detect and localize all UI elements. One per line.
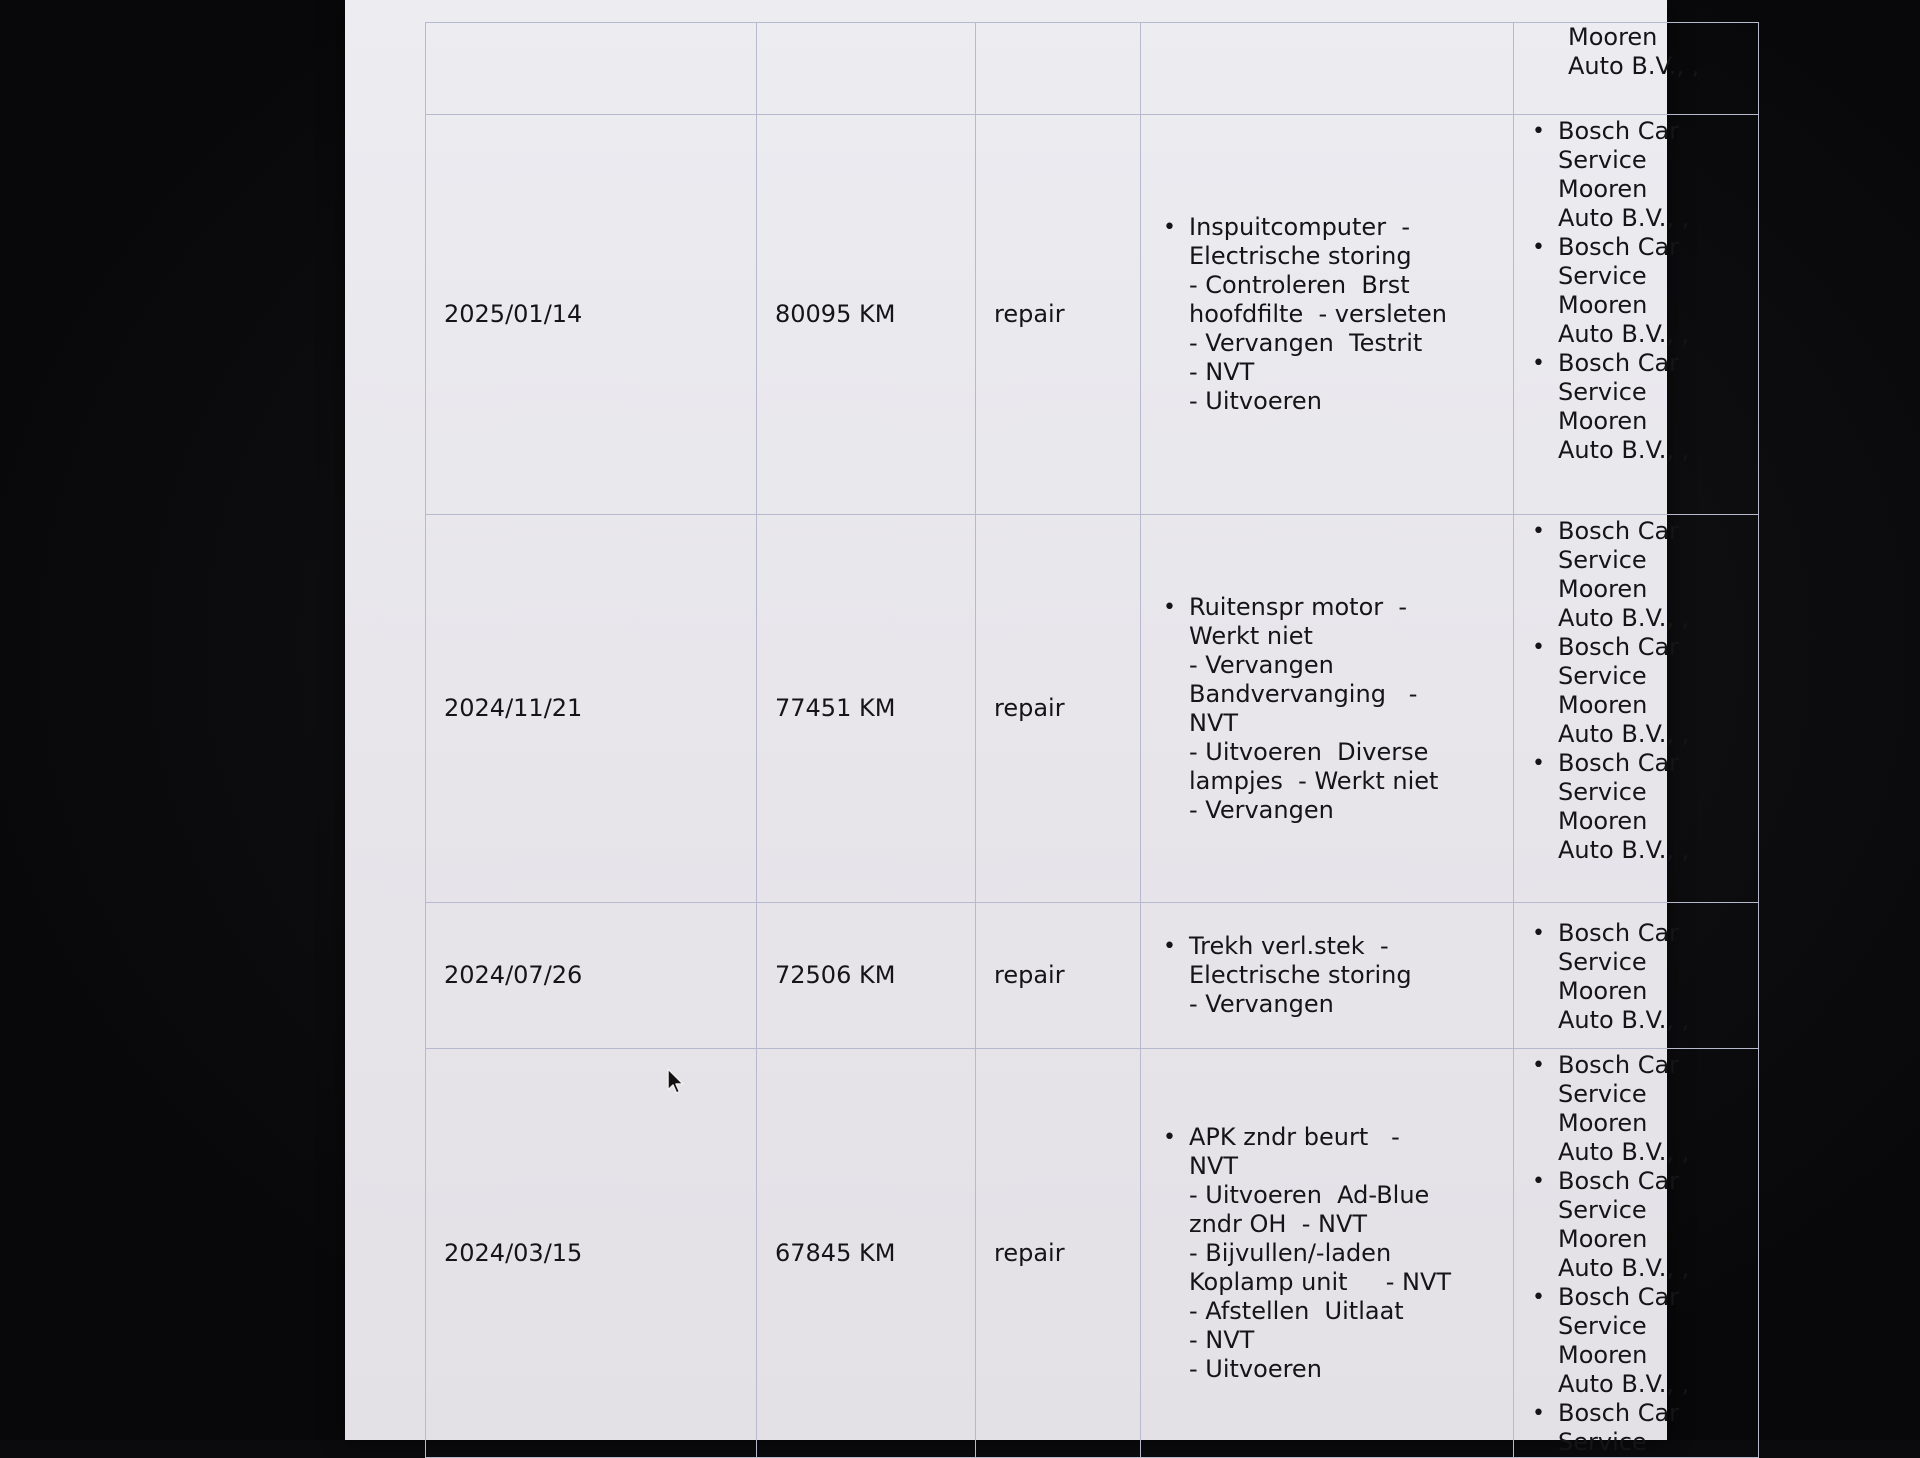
dealer-item	[1558, 1283, 1748, 1399]
dealer-item	[1558, 749, 1748, 865]
mileage-value: 72506 KM	[775, 961, 896, 989]
dealer-cell	[1514, 1049, 1759, 1458]
table-row	[426, 1049, 1759, 1458]
table-row	[426, 903, 1759, 1049]
dealer-line: Service	[1558, 378, 1647, 406]
work-description-line: lampjes - Werkt niet	[1189, 766, 1439, 795]
work-description-line: NVT	[1189, 708, 1239, 737]
work-description-line: - Uitvoeren Diverse	[1189, 737, 1429, 766]
date-value: 2024/03/15	[444, 1238, 583, 1267]
table-row	[426, 23, 1759, 115]
mileage-value: 77451 KM	[775, 694, 896, 722]
mouse-cursor-icon	[666, 1068, 686, 1096]
dealer-line: Mooren	[1558, 291, 1648, 319]
dealer-list	[1528, 1049, 1748, 1457]
dealer-item	[1558, 1399, 1748, 1457]
table-row	[426, 515, 1759, 903]
work-description-cell	[1141, 115, 1514, 515]
service-type-cell	[976, 1049, 1141, 1458]
dealer-line: Service	[1558, 1196, 1647, 1224]
work-description-list	[1159, 593, 1495, 825]
work-description-line: - Vervangen	[1189, 795, 1334, 824]
work-description-list	[1159, 1123, 1495, 1384]
dealer-line: • Bosch Car	[1558, 349, 1680, 377]
work-description-line: • Ruitenspr motor -	[1189, 592, 1408, 621]
date-cell	[426, 515, 757, 903]
mileage-cell	[757, 903, 976, 1049]
dealer-line: Auto B.V., ,	[1558, 320, 1690, 348]
work-description-line: Werkt niet	[1189, 621, 1313, 650]
dealer-line: • Bosch Car	[1558, 1167, 1680, 1195]
dealer-item	[1558, 233, 1748, 349]
work-description-list	[1159, 932, 1495, 1019]
dealer-line: • Bosch Car	[1558, 1399, 1680, 1427]
work-description-line: • APK zndr beurt -	[1189, 1122, 1400, 1151]
dealer-line: • Bosch Car	[1558, 1283, 1680, 1311]
dealer-list	[1528, 115, 1748, 465]
dealer-item	[1558, 517, 1748, 633]
dealer-item	[1558, 1051, 1748, 1167]
dealer-line: Auto B.V., ,	[1558, 604, 1690, 632]
table-body	[426, 23, 1759, 1458]
dealer-line: Auto B.V., ,	[1558, 1138, 1690, 1166]
dealer-line: Service	[1558, 778, 1647, 806]
work-description-line: • Trekh verl.stek -	[1189, 932, 1389, 960]
dealer-line: Mooren	[1558, 976, 1648, 1005]
table-row	[426, 115, 1759, 515]
dealer-line: Service	[1558, 947, 1647, 976]
dealer-line: Service	[1558, 146, 1647, 174]
work-description-line: - Controleren Brst	[1189, 271, 1410, 299]
document-page	[345, 0, 1700, 1456]
work-description-line: - Vervangen	[1189, 650, 1334, 679]
work-description-line: Electrische storing	[1189, 961, 1412, 989]
service-type-value: repair	[994, 1238, 1065, 1267]
dealer-line: Auto B.V., ,	[1558, 836, 1690, 864]
dealer-item	[1558, 919, 1748, 1035]
dealer-list	[1528, 917, 1748, 1035]
dealer-cell	[1514, 23, 1759, 115]
dealer-cell	[1514, 515, 1759, 903]
work-description-item	[1189, 213, 1495, 416]
dealer-line: Auto B.V., ,	[1558, 436, 1690, 464]
dealer-line: • Bosch Car	[1558, 117, 1680, 145]
dealer-line: Service	[1558, 1428, 1647, 1456]
dealer-line: • Bosch Car	[1558, 749, 1680, 777]
dealer-line: • Bosch Car	[1558, 633, 1680, 661]
date-cell	[426, 903, 757, 1049]
work-description-line: NVT	[1189, 1151, 1239, 1180]
mileage-cell	[757, 23, 976, 115]
work-description-line: - Uitvoeren	[1189, 387, 1322, 415]
dealer-line: Service	[1558, 662, 1647, 690]
mileage-value: 80095 KM	[775, 300, 896, 328]
work-description-line: zndr OH - NVT	[1189, 1209, 1368, 1238]
service-type-cell	[976, 115, 1141, 515]
service-type-cell	[976, 903, 1141, 1049]
dealer-line: Auto B.V., ,	[1568, 52, 1700, 80]
work-description-cell	[1141, 903, 1514, 1049]
maintenance-history-table	[425, 22, 1759, 1458]
work-description-line: • Inspuitcomputer -	[1189, 213, 1410, 241]
service-type-value: repair	[994, 300, 1065, 328]
dealer-line: Mooren	[1558, 807, 1648, 835]
work-description-line: Koplamp unit - NVT	[1189, 1267, 1452, 1296]
service-type-value: repair	[994, 961, 1065, 989]
service-type-cell	[976, 515, 1141, 903]
dealer-line: Auto B.V., ,	[1558, 1005, 1690, 1034]
dealer-line: Mooren	[1558, 691, 1648, 719]
dealer-line: Mooren	[1568, 23, 1658, 51]
date-cell	[426, 23, 757, 115]
dealer-item	[1558, 349, 1748, 465]
work-description-item	[1189, 1123, 1495, 1384]
dealer-continuation	[1528, 23, 1748, 81]
work-description-list	[1159, 213, 1495, 416]
dealer-line: Mooren	[1558, 1225, 1648, 1253]
work-description-line: - Bijvullen/-laden	[1189, 1238, 1392, 1267]
service-type-cell	[976, 23, 1141, 115]
dealer-line: Mooren	[1558, 1109, 1648, 1137]
date-cell	[426, 115, 757, 515]
work-description-line: - Uitvoeren Ad-Blue	[1189, 1180, 1430, 1209]
date-cell	[426, 1049, 757, 1458]
mileage-cell	[757, 1049, 976, 1458]
work-description-line: Electrische storing	[1189, 242, 1412, 270]
work-description-line: - Vervangen	[1189, 990, 1334, 1018]
work-description-line: Bandvervanging -	[1189, 679, 1418, 708]
work-description-line: - NVT	[1189, 358, 1255, 386]
mileage-value: 67845 KM	[775, 1238, 896, 1267]
dealer-cell	[1514, 903, 1759, 1049]
work-description-line: - Vervangen Testrit	[1189, 329, 1423, 357]
dealer-line: Mooren	[1558, 407, 1648, 435]
dealer-line: Auto B.V., ,	[1558, 720, 1690, 748]
work-description-line: - Uitvoeren	[1189, 1354, 1322, 1383]
work-description-cell	[1141, 1049, 1514, 1458]
dealer-item	[1558, 633, 1748, 749]
dealer-line: • Bosch Car	[1558, 233, 1680, 261]
work-description-item	[1189, 593, 1495, 825]
dealer-line: Service	[1558, 546, 1647, 574]
dealer-line: Mooren	[1558, 575, 1648, 603]
work-description-item	[1189, 932, 1495, 1019]
dealer-line: Mooren	[1558, 175, 1648, 203]
date-value: 2024/07/26	[444, 961, 583, 989]
dealer-item	[1558, 1167, 1748, 1283]
work-description-cell	[1141, 515, 1514, 903]
dealer-line: • Bosch Car	[1558, 918, 1680, 947]
dealer-line: Auto B.V., ,	[1558, 204, 1690, 232]
work-description-cell	[1141, 23, 1514, 115]
mileage-cell	[757, 115, 976, 515]
dealer-item	[1558, 117, 1748, 233]
dealer-line: Service	[1558, 1312, 1647, 1340]
date-value: 2025/01/14	[444, 300, 583, 328]
dealer-line: Service	[1558, 1080, 1647, 1108]
dealer-line: Auto B.V., ,	[1558, 1254, 1690, 1282]
mileage-cell	[757, 515, 976, 903]
dealer-cell	[1514, 115, 1759, 515]
dealer-line: • Bosch Car	[1558, 517, 1680, 545]
dealer-list	[1528, 515, 1748, 865]
work-description-line: - NVT	[1189, 1325, 1255, 1354]
work-description-line: - Afstellen Uitlaat	[1189, 1296, 1404, 1325]
dealer-line: • Bosch Car	[1558, 1051, 1680, 1079]
service-type-value: repair	[994, 694, 1065, 722]
dealer-line: Mooren	[1558, 1341, 1648, 1369]
work-description-line: hoofdfilte - versleten	[1189, 300, 1447, 328]
dealer-line: Service	[1558, 262, 1647, 290]
dealer-line: Auto B.V., ,	[1558, 1370, 1690, 1398]
date-value: 2024/11/21	[444, 694, 583, 722]
